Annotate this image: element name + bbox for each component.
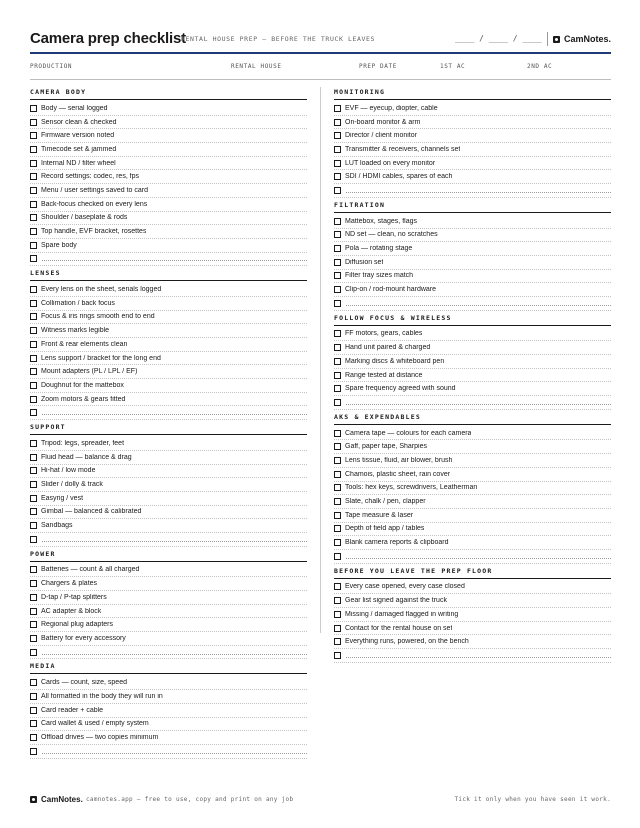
checklist-item (30, 451, 307, 465)
checkbox[interactable] (30, 255, 37, 262)
section-title: AKS & EXPENDABLES (334, 413, 611, 425)
checklist-item (334, 369, 611, 383)
checklist-item (334, 608, 611, 622)
footer-tagline: Tick it only when you have seen it work. (454, 796, 611, 803)
checkbox[interactable] (334, 399, 341, 406)
checklist-item (334, 102, 611, 116)
checklist-item-label: Lens tissue, fluid, air blower, brush (345, 456, 453, 464)
checklist-item (30, 618, 307, 632)
checkbox[interactable] (30, 748, 37, 755)
checklist-item-label: Every lens on the sheet, serials logged (41, 286, 162, 294)
checkbox[interactable] (334, 173, 341, 180)
checklist-item-label: Gaff, paper tape, Sharpies (345, 443, 427, 451)
checklist-item-label: Shoulder / baseplate & rods (41, 214, 128, 222)
checklist-item (334, 622, 611, 636)
page-subtitle: RENTAL HOUSE PREP — BEFORE THE TRUCK LEAVES (181, 35, 376, 43)
right-column (334, 88, 611, 666)
blank-checklist-item (30, 406, 307, 420)
checklist-item (30, 704, 307, 718)
checklist-item (30, 311, 307, 325)
blank-checklist-item (334, 184, 611, 198)
checkbox[interactable] (334, 231, 341, 238)
checklist-item (30, 676, 307, 690)
checklist-item (30, 492, 307, 506)
checklist-item-label: Timecode set & jammed (41, 145, 117, 153)
checklist-item-label: Depth of field app / tables (345, 525, 425, 533)
checklist-item-label: Zoom motors & gears fitted (41, 395, 126, 403)
checklist-item (30, 184, 307, 198)
checklist-item-label: Camera tape — colours for each camera (345, 429, 472, 437)
checklist-item (30, 365, 307, 379)
checkbox[interactable] (334, 457, 341, 464)
checkbox[interactable] (30, 454, 37, 461)
checklist-item (334, 170, 611, 184)
checklist-item-label: Batteries — count & all charged (41, 566, 140, 574)
checklist-item (334, 283, 611, 297)
page-title: Camera prep checklist (30, 30, 186, 47)
field-1st-ac[interactable]: 1ST AC (440, 63, 466, 70)
section-title: LENSES (30, 269, 307, 281)
checklist-item (30, 198, 307, 212)
checklist-item-label: Back-focus checked on every lens (41, 200, 148, 208)
section-title: BEFORE YOU LEAVE THE PREP FLOOR (334, 567, 611, 579)
checklist-item-label: Missing / damaged flagged in writing (345, 610, 459, 618)
checkbox[interactable] (334, 471, 341, 478)
checklist-item-label: Everything runs, powered, on the bench (345, 638, 469, 646)
checkbox[interactable] (334, 539, 341, 546)
checkbox[interactable] (334, 245, 341, 252)
section-title: FOLLOW FOCUS & WIRELESS (334, 314, 611, 326)
checklist-item (334, 536, 611, 550)
checklist-item-label: Record settings: codec, res, fps (41, 173, 140, 181)
checkbox[interactable] (30, 242, 37, 249)
checklist-item-label: Mattebox, stages, flags (345, 217, 417, 225)
checklist-item-label: Spare frequency agreed with sound (345, 385, 456, 393)
checklist-item-label: Internal ND / filter wheel (41, 159, 116, 167)
checklist-item-label: Battery for every accessory (41, 634, 126, 642)
checklist-item-label: Diffusion set (345, 258, 384, 266)
checkbox[interactable] (30, 635, 37, 642)
checkbox[interactable] (30, 508, 37, 515)
checklist-item-label: Firmware version noted (41, 132, 115, 140)
checkbox[interactable] (30, 495, 37, 502)
checkbox[interactable] (30, 467, 37, 474)
checklist-item-label: Chamois, plastic sheet, rain cover (345, 470, 451, 478)
blank-checklist-item (30, 253, 307, 267)
checklist-item (30, 731, 307, 745)
checklist-item (334, 581, 611, 595)
checkbox[interactable] (30, 146, 37, 153)
checklist-item (334, 495, 611, 509)
header-rule (30, 52, 611, 54)
checklist-item (30, 632, 307, 646)
section-filtration (334, 201, 611, 311)
checkbox[interactable] (30, 594, 37, 601)
checklist-item-label: LUT loaded on every monitor (345, 159, 436, 167)
checklist-item-label: Witness marks legible (41, 327, 110, 335)
checkbox[interactable] (334, 525, 341, 532)
checklist-item-label: On-board monitor & arm (345, 118, 421, 126)
checkbox[interactable] (334, 498, 341, 505)
checklist-item (30, 324, 307, 338)
left-column (30, 88, 307, 762)
checklist-item (30, 379, 307, 393)
write-in-line[interactable] (346, 400, 611, 405)
checklist-item-label: Spare body (41, 241, 77, 249)
checklist-item (334, 382, 611, 396)
checklist-item-label: Range tested at distance (345, 371, 423, 379)
write-in-line[interactable] (346, 653, 611, 658)
header-divider (547, 32, 548, 46)
checklist-item (334, 355, 611, 369)
checkbox[interactable] (30, 173, 37, 180)
checkbox[interactable] (30, 580, 37, 587)
checklist-item-label: Tape measure & laser (345, 511, 414, 519)
blank-checklist-item (30, 533, 307, 547)
checkbox[interactable] (334, 358, 341, 365)
checkbox[interactable] (30, 536, 37, 543)
field-prep-date[interactable]: PREP DATE (359, 63, 397, 70)
checklist-item-label: Body — serial logged (41, 104, 108, 112)
checklist-item (334, 509, 611, 523)
checklist-item-label: Hi-hat / low mode (41, 467, 96, 475)
checkbox[interactable] (334, 119, 341, 126)
checklist-item-label: Collimation / back focus (41, 299, 115, 307)
checkbox[interactable] (30, 313, 37, 320)
checkbox[interactable] (334, 638, 341, 645)
checklist-item-label: All formatted in the body they will run in (41, 692, 163, 700)
checklist-item-label: Top handle, EVF bracket, rosettes (41, 228, 147, 236)
section-follow-focus-and-wireless (334, 314, 611, 410)
checklist-item (30, 170, 307, 184)
checkbox[interactable] (30, 214, 37, 221)
checklist-item (334, 523, 611, 537)
checklist-item (30, 437, 307, 451)
checkbox[interactable] (334, 597, 341, 604)
camnotes-logo-icon (553, 36, 560, 43)
checklist-item (30, 116, 307, 130)
checklist-item (30, 239, 307, 253)
checklist-item-label: FF motors, gears, cables (345, 330, 423, 338)
section-lenses (30, 269, 307, 420)
checklist-item-label: Card reader + cable (41, 706, 104, 714)
checkbox[interactable] (334, 160, 341, 167)
checklist-item-label: Transmitter & receivers, channels set (345, 145, 461, 153)
checklist-item-label: Regional plug adapters (41, 621, 113, 629)
checklist-item (30, 283, 307, 297)
checkbox[interactable] (334, 385, 341, 392)
field-rental-house[interactable]: RENTAL HOUSE (231, 63, 282, 70)
checklist-item-label: Blank camera reports & clipboard (345, 539, 449, 547)
write-in-line[interactable] (346, 554, 611, 559)
checklist-item-label: Slate, chalk / pen, clapper (345, 498, 426, 506)
checklist-item (334, 482, 611, 496)
write-in-line[interactable] (42, 537, 307, 542)
checkbox[interactable] (334, 259, 341, 266)
checkbox[interactable] (334, 553, 341, 560)
checkbox[interactable] (334, 344, 341, 351)
checkbox[interactable] (334, 484, 341, 491)
checklist-item (30, 465, 307, 479)
checkbox[interactable] (334, 430, 341, 437)
write-in-line[interactable] (42, 256, 307, 261)
checklist-item-label: Marking discs & whiteboard pen (345, 357, 445, 365)
checklist-item-label: AC adapter & block (41, 607, 102, 615)
checklist-item (30, 338, 307, 352)
checkbox[interactable] (30, 566, 37, 573)
checklist-item-label: Fluid head — balance & drag (41, 453, 132, 461)
checkbox[interactable] (334, 625, 341, 632)
checkbox[interactable] (30, 621, 37, 628)
checklist-item-label: EVF — eyecup, diopter, cable (345, 104, 438, 112)
checklist-item (334, 468, 611, 482)
checklist-item (334, 454, 611, 468)
checkbox[interactable] (334, 218, 341, 225)
checkbox[interactable] (30, 368, 37, 375)
checkbox[interactable] (334, 132, 341, 139)
checkbox[interactable] (30, 720, 37, 727)
checklist-item-label: SDI / HDMI cables, spares of each (345, 173, 453, 181)
checklist-item-label: Every case opened, every case closed (345, 583, 465, 591)
blank-checklist-item (334, 396, 611, 410)
field-production[interactable]: PRODUCTION (30, 63, 73, 70)
write-in-line[interactable] (346, 188, 611, 193)
checklist-item-label: Cards — count, size, speed (41, 679, 127, 687)
checklist-item (334, 270, 611, 284)
section-aks-and-expendables (334, 413, 611, 564)
checklist-item (30, 519, 307, 533)
checkbox[interactable] (334, 272, 341, 279)
checklist-item-label: Slider / dolly & track (41, 481, 103, 489)
checklist-item (30, 591, 307, 605)
checkbox[interactable] (334, 652, 341, 659)
checklist-item-label: Sensor clean & checked (41, 118, 117, 126)
checklist-item (334, 328, 611, 342)
checkbox[interactable] (30, 187, 37, 194)
checklist-item-label: D-tap / P-tap splitters (41, 593, 107, 601)
checklist-item-label: Gimbal — balanced & calibrated (41, 508, 142, 516)
checkbox[interactable] (30, 341, 37, 348)
blank-checklist-item (334, 297, 611, 311)
checkbox[interactable] (334, 146, 341, 153)
footer-note: camnotes.app — free to use, copy and print on any job (86, 796, 294, 803)
checklist-item (30, 143, 307, 157)
blank-checklist-item (30, 745, 307, 759)
checkbox[interactable] (30, 119, 37, 126)
checkbox[interactable] (334, 300, 341, 307)
checklist-item (30, 225, 307, 239)
checklist-item (30, 157, 307, 171)
footer-brand-name: CamNotes. (41, 795, 83, 804)
checkbox[interactable] (30, 327, 37, 334)
checkbox[interactable] (30, 693, 37, 700)
checklist-item (30, 212, 307, 226)
checklist-item (334, 143, 611, 157)
section-before-you-leave-the-prep-floor (334, 567, 611, 663)
checklist-item-label: Menu / user settings saved to card (41, 186, 148, 194)
checkbox[interactable] (334, 330, 341, 337)
checkbox[interactable] (334, 611, 341, 618)
checkbox[interactable] (30, 649, 37, 656)
checklist-item-label: Doughnut for the mattebox (41, 381, 124, 389)
blank-checklist-item (334, 550, 611, 564)
write-in-line[interactable] (42, 410, 307, 415)
section-title: FILTRATION (334, 201, 611, 213)
checklist-item (334, 116, 611, 130)
checklist-item (30, 718, 307, 732)
info-fields (30, 63, 611, 80)
checklist-item-label: Tools: hex keys, screwdrivers, Leatherman (345, 484, 478, 492)
checkbox[interactable] (30, 409, 37, 416)
section-title: SUPPORT (30, 423, 307, 435)
checklist-item-label: Card wallet & used / empty system (41, 720, 149, 728)
section-support (30, 423, 307, 547)
checkbox[interactable] (30, 440, 37, 447)
date-field[interactable]: ____ / ____ / ____ (455, 34, 542, 43)
checkbox[interactable] (334, 443, 341, 450)
checkbox[interactable] (30, 481, 37, 488)
checklist-item-label: Pola — rotating stage (345, 245, 413, 253)
checklist-item-label: Tripod: legs, spreader, feet (41, 439, 125, 447)
checklist-item (30, 297, 307, 311)
checkbox[interactable] (30, 734, 37, 741)
checkbox[interactable] (30, 382, 37, 389)
checklist-item (334, 341, 611, 355)
checklist-item-label: Mount adapters (PL / LPL / EF) (41, 368, 138, 376)
checkbox[interactable] (334, 187, 341, 194)
checkbox[interactable] (334, 105, 341, 112)
checkbox[interactable] (334, 512, 341, 519)
checklist-item-label: Clip-on / rod-mount hardware (345, 286, 437, 294)
checklist-item (30, 478, 307, 492)
checkbox[interactable] (334, 372, 341, 379)
checkbox[interactable] (30, 608, 37, 615)
checklist-item (334, 229, 611, 243)
checklist-item-label: Gear list signed against the truck (345, 597, 447, 605)
checkbox[interactable] (30, 105, 37, 112)
checkbox[interactable] (30, 396, 37, 403)
checkbox[interactable] (30, 355, 37, 362)
checklist-item (30, 129, 307, 143)
checkbox[interactable] (30, 201, 37, 208)
page-header (30, 30, 611, 54)
checklist-item-label: Focus & iris rings smooth end to end (41, 313, 155, 321)
checklist-item (30, 564, 307, 578)
checklist-item (334, 242, 611, 256)
checkbox[interactable] (30, 522, 37, 529)
checklist-item-label: Front & rear elements clean (41, 340, 128, 348)
checkbox[interactable] (334, 583, 341, 590)
section-monitoring (334, 88, 611, 198)
checklist-item (30, 577, 307, 591)
checklist-item (334, 256, 611, 270)
write-in-line[interactable] (346, 301, 611, 306)
checklist-item-label: Director / client monitor (345, 132, 417, 140)
blank-checklist-item (334, 649, 611, 663)
header-brand (553, 34, 611, 44)
camnotes-logo-icon (30, 796, 37, 803)
section-power (30, 550, 307, 660)
checkbox[interactable] (30, 679, 37, 686)
checklist-item (30, 102, 307, 116)
checklist-item (30, 393, 307, 407)
checklist-item (334, 129, 611, 143)
section-title: MEDIA (30, 662, 307, 674)
section-camera-body (30, 88, 307, 266)
section-title: MONITORING (334, 88, 611, 100)
checkbox[interactable] (30, 160, 37, 167)
checkbox[interactable] (30, 132, 37, 139)
checklist-item (30, 506, 307, 520)
field-2nd-ac[interactable]: 2ND AC (527, 63, 553, 70)
checklist-item (30, 690, 307, 704)
section-media (30, 662, 307, 758)
write-in-line[interactable] (42, 749, 307, 754)
checklist-item (334, 157, 611, 171)
checkbox[interactable] (30, 286, 37, 293)
page-footer (30, 795, 611, 807)
checklist-item-label: Contact for the rental house on set (345, 624, 453, 632)
column-divider (320, 87, 321, 633)
checklist-item-label: Filter tray sizes match (345, 272, 414, 280)
checkbox[interactable] (30, 707, 37, 714)
checkbox[interactable] (30, 228, 37, 235)
section-title: CAMERA BODY (30, 88, 307, 100)
checklist-item-label: Easyrig / vest (41, 494, 84, 502)
checklist-item-label: Chargers & plates (41, 580, 98, 588)
footer-brand (30, 795, 83, 804)
checklist-item (334, 635, 611, 649)
checkbox[interactable] (334, 286, 341, 293)
checklist-item (334, 215, 611, 229)
checklist-item (334, 594, 611, 608)
blank-checklist-item (30, 646, 307, 660)
checklist-item (334, 440, 611, 454)
checklist-item (30, 352, 307, 366)
checklist-item-label: ND set — clean, no scratches (345, 231, 438, 239)
checklist-item (334, 427, 611, 441)
checklist-item-label: Hand unit paired & charged (345, 344, 431, 352)
checklist-item-label: Sandbags (41, 522, 73, 530)
write-in-line[interactable] (42, 650, 307, 655)
checklist-item-label: Offload drives — two copies minimum (41, 734, 159, 742)
checklist-item (30, 605, 307, 619)
brand-name: CamNotes. (563, 34, 611, 44)
checklist-item-label: Lens support / bracket for the long end (41, 354, 161, 362)
checkbox[interactable] (30, 300, 37, 307)
section-title: POWER (30, 550, 307, 562)
